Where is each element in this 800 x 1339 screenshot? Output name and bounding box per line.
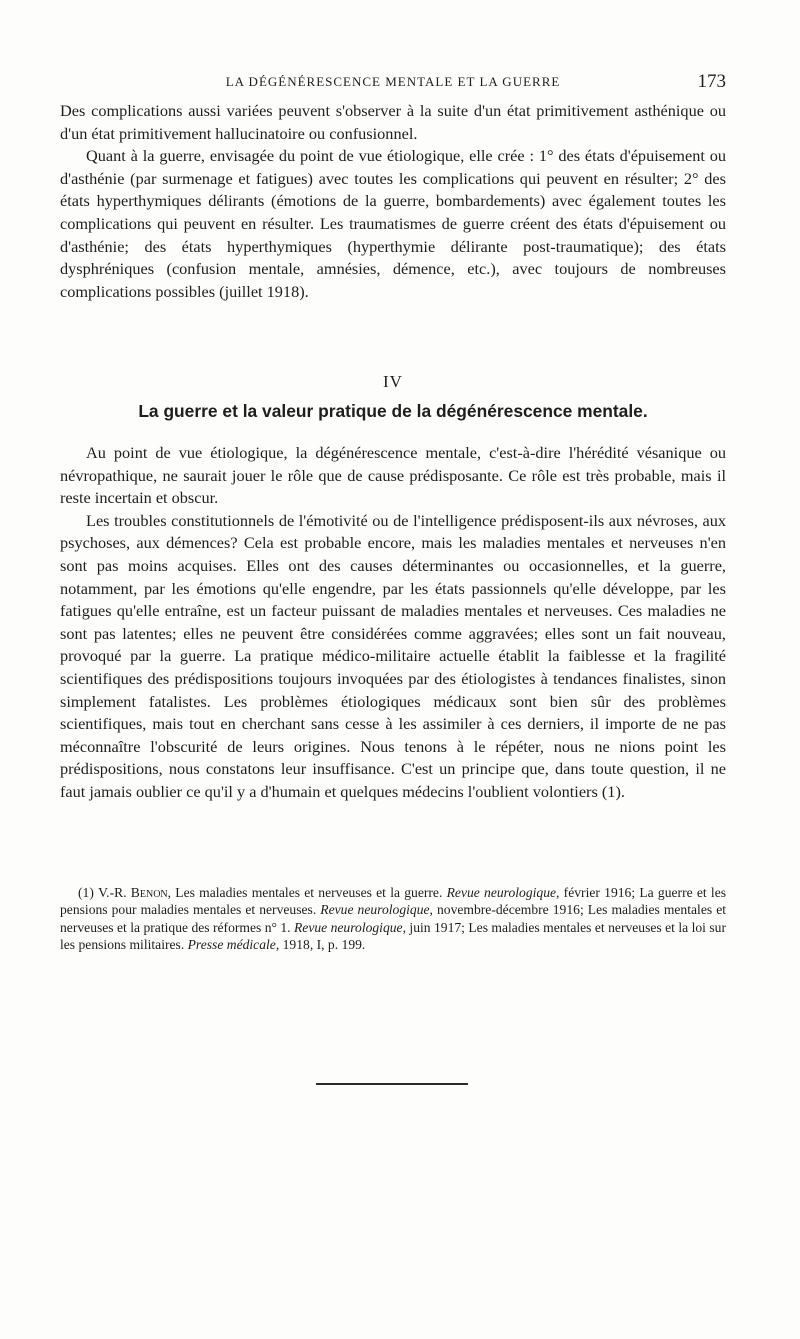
footnote-journal: Presse médicale [187,937,276,953]
body-text-section [60,442,726,804]
running-title: LA DÉGÉNÉRESCENCE MENTALE ET LA GUERRE [225,74,561,89]
footnote-segment: , février 1916; La guerre et les pensions pour maladies mentales et nerveuses. [60,885,727,918]
paragraph: Des complications aussi variées peuvent s'observer à la suite d'un état primitivement asthénique ou d'un état primitivement hallucinatoire ou confusionnel. [60,101,726,143]
footnote-text [60,884,726,954]
running-head [60,71,726,96]
end-rule [316,1083,468,1085]
footnote-segment: , Les maladies mentales et nerveuses et la guerre. [167,885,447,900]
body-text-top [60,100,726,303]
footnote-journal: Revue neurologique [320,902,430,918]
section-title: La guerre et la valeur pratique de la dégénérescence mentale. [138,401,648,421]
paragraph: Au point de vue étiologique, la dégénérescence mentale, c'est-à-dire l'hérédité vésanique ou névropathique, ne saurait jouer le rôle que de cause prédisposante. Ce rôle est très probable, mais il reste incertain et obscur. [60,443,726,508]
section-number: IV [383,372,403,391]
footnote-segment: , 1918, I, p. 199. [275,937,366,953]
page-number: 173 [697,71,726,92]
footnote-journal: Revue neurologique [293,919,403,935]
footnote-segment: , juin 1917; Les maladies mentales et nerveuses et la loi sur les pensions militaires. [60,919,726,953]
footnote-journal: Revue neurologique [446,885,557,900]
paragraph: Les troubles constitutionnels de l'émotivité ou de l'intelligence prédisposent-ils aux névroses, aux psychoses, aux démences? Cela est probable encore, mais les maladies mentales et nerveuses n'en sont pas moins acquises. Elles ont des causes déterminantes ou occasionnelles, et la guerre, notamment, par les émotions qu'elle engendre, par les états passionnels qu'elle développe, par les fatigues qu'elle entraîne, est un facteur puissant de maladies mentales et nerveuses. Ces maladies ne sont pas latentes; elles ne peuvent être considérées comme aggravées; elles sont un fait nouveau, provoqué par la guerre. La pratique médico-militaire actuelle établit la faiblesse et la fragilité scientifiques des prédispositions toujours invoquées par des étiologistes à tendances finalistes, sinon simplement fatalistes. Les problèmes étiologiques médicaux sont bien sûr des problèmes scientifiques, mais tout en cherchant sans cesse à les assimiler à ces derniers, il importe de ne pas méconnaître l'obscurité de leurs origines. Nous tenons à le répéter, nous ne nions point les prédispositions, nous constatons leur insuffisance. C'est un principe que, dans toute question, il ne faut jamais oublier ce qu'il y a d'humain et quelques médecins l'oublient volontiers (1). [60,510,726,801]
footnote-author: V.-R. Benon [98,885,168,900]
footnote [60,884,726,954]
paragraph: Quant à la guerre, envisagée du point de vue étiologique, elle crée : 1° des états d'épuisement ou d'asthénie (par surmenage et fatigues) avec toutes les complications qui peuvent en résulter; 2° des états hyperthymiques délirants (émotions de la guerre, bombardements) avec également toutes les complications qui peuvent en résulter. Les traumatismes de guerre créent des états d'épuisement ou d'asthénie; des états hyperthymiques (hyperthymie délirante post-traumatique); des états dysphréniques (confusion mentale, amnésies, démence, etc.), avec toujours de nombreuses complications possibles (juillet 1918). [60,146,726,301]
footnote-marker: (1) [78,885,94,900]
footnote-segment: , novembre-décembre 1916; Les maladies mentales et nerveuses et la pratique des réformes n° 1. [60,902,727,935]
